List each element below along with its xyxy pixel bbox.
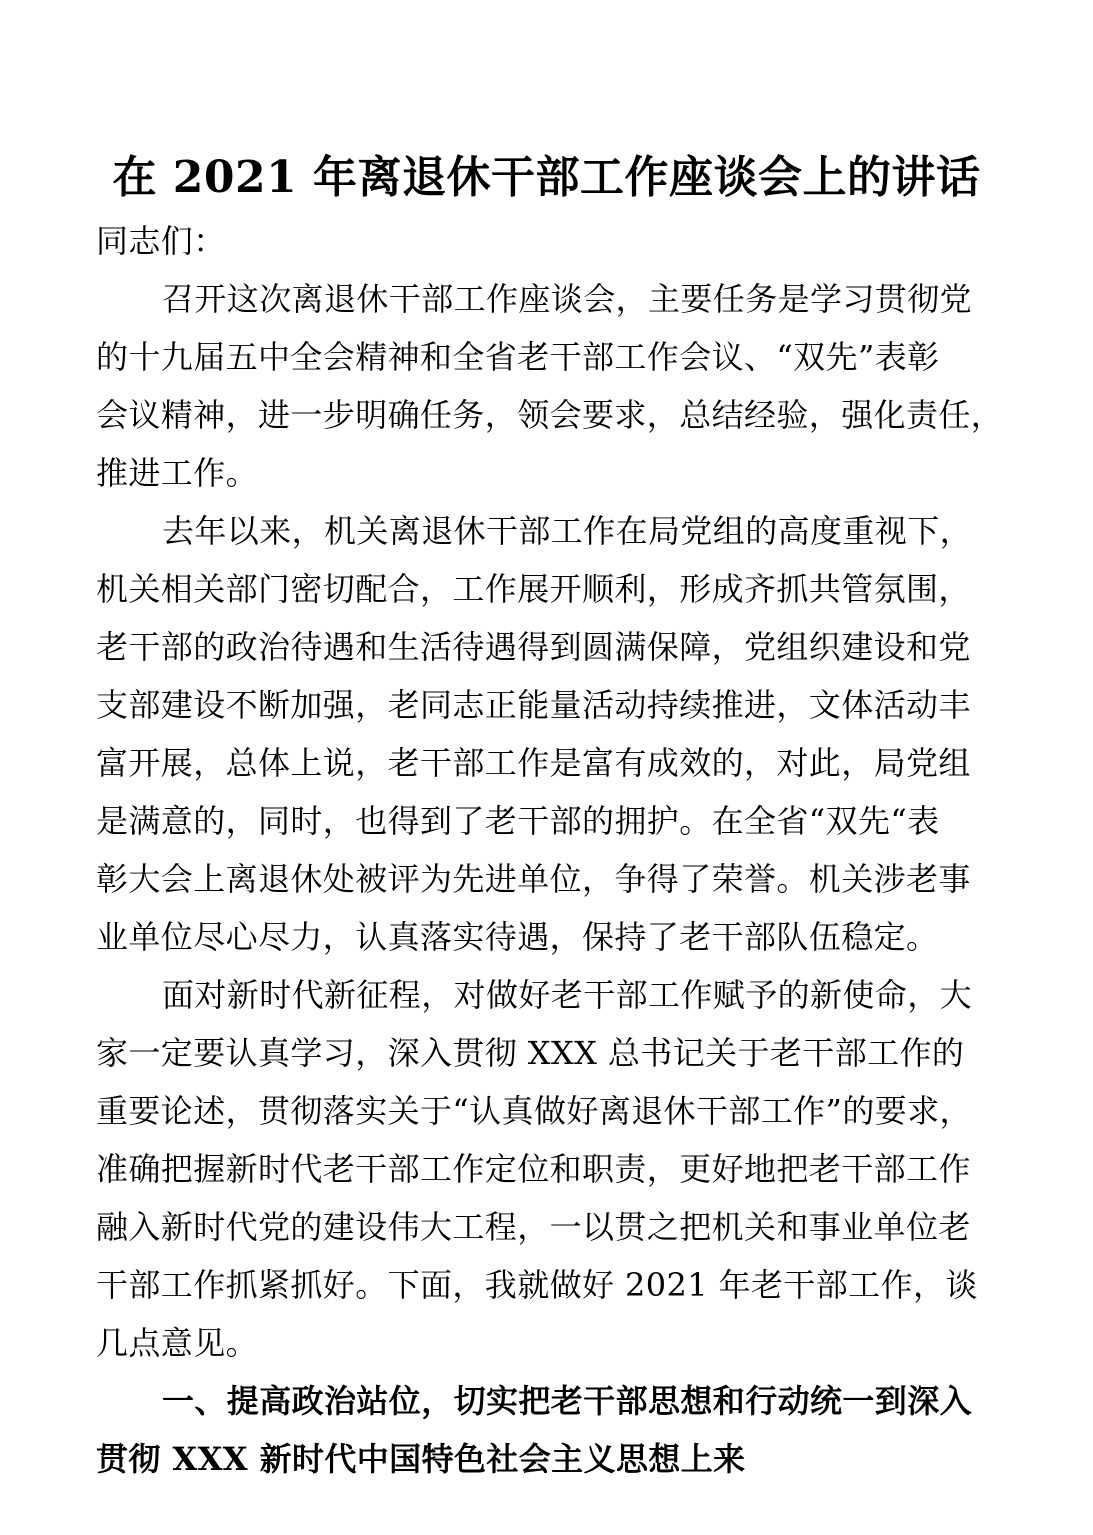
text-line: 机关相关部门密切配合，工作展开顺利，形成齐抓共管氛围， bbox=[96, 570, 971, 608]
text-line: 融入新时代党的建设伟大工程，一以贯之把机关和事业单位老 bbox=[96, 1208, 971, 1246]
text-line: 业单位尽心尽力，认真落实待遇，保持了老干部队伍稳定。 bbox=[96, 918, 939, 956]
text-line: 是满意的，同时，也得到了老干部的拥护。在全省“双先“表 bbox=[96, 802, 940, 840]
text-line: 家一定要认真学习，深入贯彻 XXX 总书记关于老干部工作的 bbox=[96, 1034, 965, 1072]
text-line: 同志们： bbox=[96, 222, 226, 260]
document-body bbox=[96, 212, 1036, 1488]
document-title: 在 2021 年离退休干部工作座谈会上的讲话 bbox=[112, 152, 981, 203]
section-heading-line: 一、提高政治站位，切实把老干部思想和行动统一到深入 bbox=[162, 1382, 973, 1420]
text-line: 的十九届五中全会精神和全省老干部工作会议、“双先”表彰 bbox=[96, 338, 940, 376]
text-line: 几点意见。 bbox=[96, 1324, 259, 1362]
text-line: 富开展，总体上说，老干部工作是富有成效的，对此，局党组 bbox=[96, 744, 971, 782]
text-line: 去年以来，机关离退休干部工作在局党组的高度重视下， bbox=[162, 512, 973, 550]
text-line: 重要论述，贯彻落实关于“认真做好离退休干部工作”的要求， bbox=[96, 1092, 972, 1130]
text-line: 支部建设不断加强，老同志正能量活动持续推进，文体活动丰 bbox=[96, 686, 971, 724]
text-line: 推进工作。 bbox=[96, 454, 259, 492]
text-line: 老干部的政治待遇和生活待遇得到圆满保障，党组织建设和党 bbox=[96, 628, 971, 666]
text-line: 召开这次离退休干部工作座谈会，主要任务是学习贯彻党 bbox=[162, 280, 973, 318]
text-line: 面对新时代新征程，对做好老干部工作赋予的新使命，大 bbox=[162, 976, 973, 1014]
text-line: 干部工作抓紧抓好。下面，我就做好 2021 年老干部工作，谈 bbox=[96, 1266, 978, 1304]
text-line: 准确把握新时代老干部工作定位和职责，更好地把老干部工作 bbox=[96, 1150, 971, 1188]
text-line: 会议精神，进一步明确任务，领会要求，总结经验，强化责任， bbox=[96, 396, 1004, 434]
text-line: 彰大会上离退休处被评为先进单位，争得了荣誉。机关涉老事 bbox=[96, 860, 971, 898]
section-heading-line: 贯彻 XXX 新时代中国特色社会主义思想上来 bbox=[96, 1440, 746, 1478]
